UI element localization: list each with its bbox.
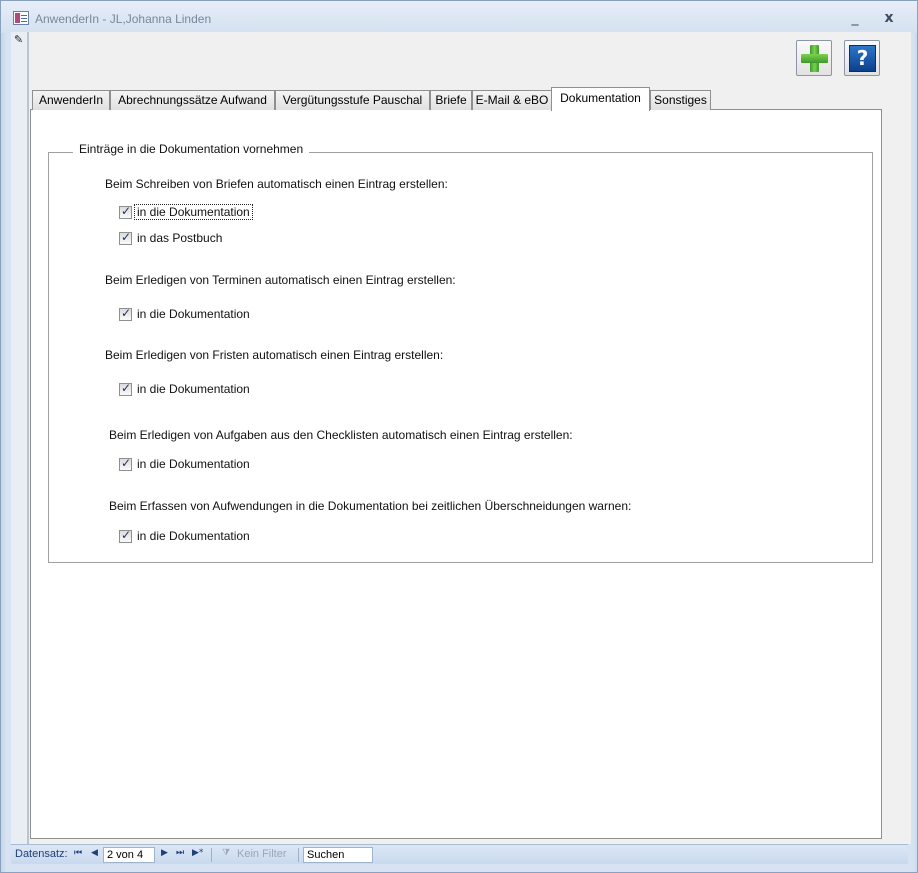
checkbox-briefe-postbuch[interactable] [119, 232, 132, 245]
previous-record-icon[interactable]: ◀ [91, 848, 98, 858]
pencil-icon: ✎ [14, 33, 24, 46]
section-heading-aufwendungen: Beim Erfassen von Aufwendungen in die Dokumentation bei zeitlichen Überschneidungen warnen: [109, 499, 632, 513]
filter-icon[interactable]: ⧩ [222, 848, 231, 858]
checkbox-label[interactable]: in die Dokumentation [137, 529, 250, 543]
group-legend: Einträge in die Dokumentation vornehmen [73, 142, 309, 156]
help-button[interactable] [844, 40, 880, 76]
tab-verguetungsstufe-pauschal[interactable]: Vergütungsstufe Pauschal [275, 90, 430, 110]
filter-label[interactable]: Kein Filter [237, 848, 287, 860]
last-record-icon[interactable]: ⏭ [176, 848, 185, 858]
first-record-icon[interactable]: ⏮ [74, 848, 83, 858]
record-selector[interactable] [11, 32, 28, 844]
title-bar [1, 1, 917, 33]
record-navigation-bar [11, 844, 908, 864]
tab-email-ebo[interactable]: E-Mail & eBO [472, 90, 552, 110]
section-heading-aufgaben: Beim Erledigen von Aufgaben aus den Checklisten automatisch einen Eintrag erstellen: [109, 428, 573, 442]
checkbox-label[interactable]: in die Dokumentation [137, 205, 250, 219]
tab-dokumentation[interactable]: Dokumentation [551, 87, 650, 111]
tab-briefe[interactable]: Briefe [430, 90, 472, 110]
checkbox-label[interactable]: in die Dokumentation [137, 457, 250, 471]
nav-separator [298, 848, 299, 862]
nav-separator [211, 848, 212, 862]
next-record-icon[interactable]: ▶ [161, 848, 168, 858]
checkbox-label[interactable]: in das Postbuch [137, 231, 223, 245]
new-record-icon[interactable]: ▶* [192, 848, 204, 858]
tab-abrechnungssaetze-aufwand[interactable]: Abrechnungssätze Aufwand [110, 90, 275, 110]
tab-anwenderin[interactable]: AnwenderIn [32, 90, 110, 110]
add-record-button[interactable] [796, 40, 832, 76]
close-button[interactable]: x [884, 10, 894, 26]
help-icon: ? [849, 45, 876, 72]
checkbox-label[interactable]: in die Dokumentation [137, 307, 250, 321]
current-record-field[interactable]: 2 von 4 [103, 847, 155, 863]
form-icon [13, 11, 29, 25]
section-heading-briefe: Beim Schreiben von Briefen automatisch einen Eintrag erstellen: [105, 177, 448, 191]
checkbox-aufgaben-dokumentation[interactable] [119, 458, 132, 471]
record-label: Datensatz: [15, 848, 68, 860]
section-heading-termine: Beim Erledigen von Terminen automatisch einen Eintrag erstellen: [105, 273, 456, 287]
checkbox-termine-dokumentation[interactable] [119, 308, 132, 321]
checkbox-fristen-dokumentation[interactable] [119, 383, 132, 396]
search-input[interactable]: Suchen [303, 847, 373, 863]
minimize-button[interactable]: _ [851, 10, 859, 26]
tab-sonstiges[interactable]: Sonstiges [650, 90, 711, 110]
checkbox-label[interactable]: in die Dokumentation [137, 382, 250, 396]
checkbox-aufwendungen-dokumentation[interactable] [119, 530, 132, 543]
plus-icon-bar [801, 54, 828, 63]
window-title: AnwenderIn - JL,Johanna Linden [35, 12, 212, 26]
section-heading-fristen: Beim Erledigen von Fristen automatisch einen Eintrag erstellen: [105, 348, 444, 362]
checkbox-briefe-dokumentation[interactable] [119, 206, 132, 219]
